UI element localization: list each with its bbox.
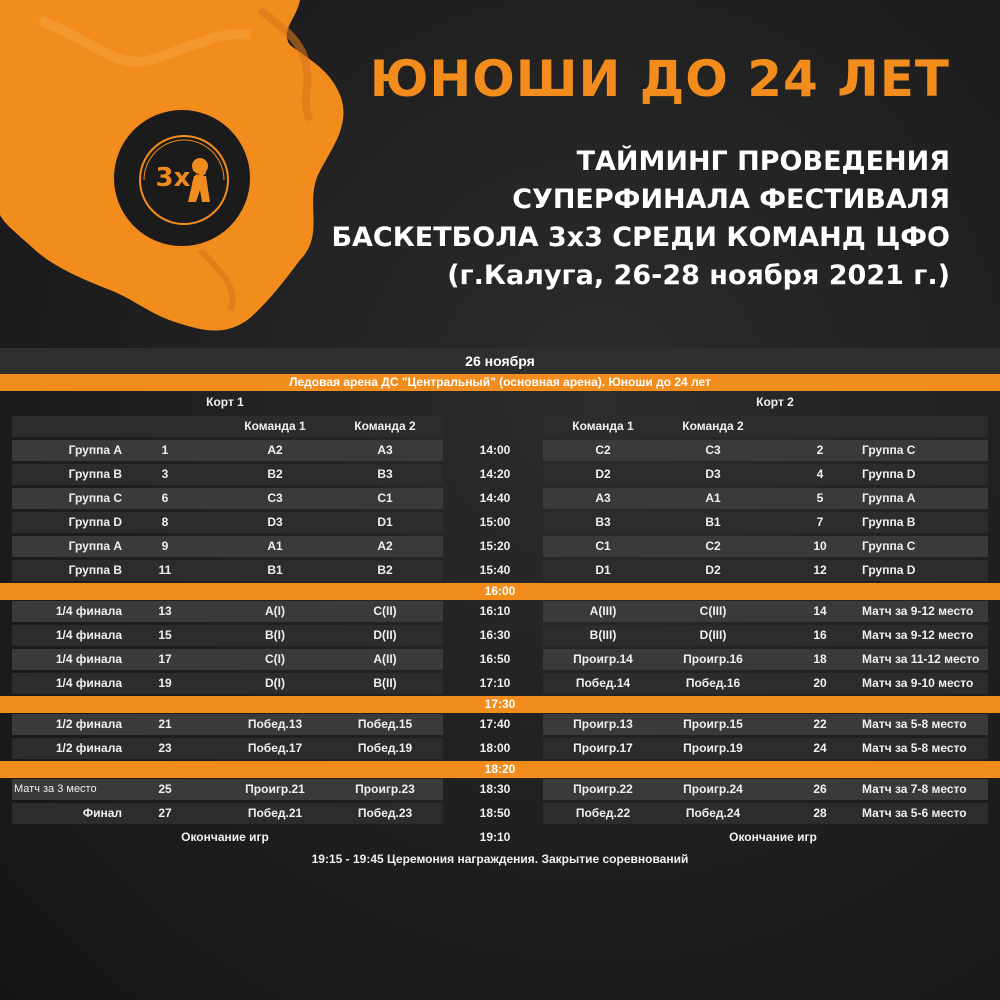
team1-left: D(I) bbox=[265, 676, 285, 690]
team1-left: А1 bbox=[267, 539, 283, 553]
team2-right: D2 bbox=[705, 563, 721, 577]
match-number-right: 2 bbox=[816, 443, 824, 457]
match-number-right: 20 bbox=[813, 676, 827, 690]
team2-right: С3 bbox=[705, 443, 721, 457]
team2-right: Проигр.24 bbox=[683, 782, 743, 796]
match-row bbox=[0, 713, 1000, 737]
team1-right: Проигр.22 bbox=[573, 782, 633, 796]
team1-right: D2 bbox=[595, 467, 611, 481]
stage-left: 1/4 финала bbox=[55, 628, 122, 642]
team2-left: С1 bbox=[377, 491, 393, 505]
team1-left: Побед.21 bbox=[247, 806, 303, 820]
subtitle-line-1: ТАЙМИНГ ПРОВЕДЕНИЯ bbox=[576, 146, 950, 177]
match-number-left: 8 bbox=[161, 515, 169, 529]
break-time-2: 17:30 bbox=[0, 696, 1000, 713]
match-time: 16:30 bbox=[479, 628, 511, 642]
stage-left: 1/2 финала bbox=[55, 741, 122, 755]
team2-left: A(II) bbox=[373, 652, 397, 666]
team2-right: Проигр.19 bbox=[683, 741, 743, 755]
match-number-right: 4 bbox=[816, 467, 824, 481]
logo-center-text: 3x3 bbox=[155, 163, 209, 193]
final-rows bbox=[0, 778, 1000, 826]
team1-right: D1 bbox=[595, 563, 611, 577]
team1-left: В2 bbox=[267, 467, 283, 481]
team2-left: А2 bbox=[377, 539, 393, 553]
team2-right: D(III) bbox=[699, 628, 727, 642]
stage-left: Группа А bbox=[68, 443, 122, 457]
team1-right: B(III) bbox=[589, 628, 617, 642]
team1-header-right: Команда 1 bbox=[572, 419, 634, 433]
stage-right: Матч за 5-8 место bbox=[862, 741, 967, 755]
subtitle-line-2: СУПЕРФИНАЛА ФЕСТИВАЛЯ bbox=[512, 184, 950, 215]
team1-left: D3 bbox=[267, 515, 283, 529]
team2-left: C(II) bbox=[373, 604, 397, 618]
match-row bbox=[0, 672, 1000, 696]
team1-left: Побед.17 bbox=[247, 741, 303, 755]
match-number-right: 28 bbox=[813, 806, 827, 820]
court2-label: Корт 2 bbox=[756, 395, 794, 409]
match-time: 15:20 bbox=[479, 539, 511, 553]
team-header-row bbox=[0, 415, 1000, 439]
schedule-table bbox=[0, 348, 1000, 870]
match-number-right: 5 bbox=[816, 491, 824, 505]
team2-left: D(II) bbox=[373, 628, 397, 642]
match-number-left: 6 bbox=[161, 491, 169, 505]
team2-right: В1 bbox=[705, 515, 721, 529]
stage-right: Матч за 11-12 место bbox=[862, 652, 980, 666]
match-time: 18:50 bbox=[479, 806, 511, 820]
match-number-left: 25 bbox=[158, 782, 172, 796]
team1-right: A(III) bbox=[589, 604, 617, 618]
match-row bbox=[0, 511, 1000, 535]
stage-left: Матч за 3 место bbox=[14, 783, 97, 795]
match-number-left: 15 bbox=[158, 628, 172, 642]
match-number-right: 14 bbox=[813, 604, 827, 618]
subtitle-line-3: БАСКЕТБОЛА 3х3 СРЕДИ КОМАНД ЦФО bbox=[331, 222, 950, 253]
ceremony-note: 19:15 - 19:45 Церемония награждения. Закрытие соревнований bbox=[311, 852, 689, 866]
end-label-right: Окончание игр bbox=[729, 830, 817, 844]
stage-left: Группа В bbox=[68, 563, 122, 577]
match-row bbox=[0, 463, 1000, 487]
match-number-left: 1 bbox=[161, 443, 169, 457]
end-of-games-row bbox=[0, 826, 1000, 848]
team1-right: Побед.14 bbox=[575, 676, 631, 690]
match-row bbox=[0, 802, 1000, 826]
team2-right: C(III) bbox=[699, 604, 727, 618]
stage-left: 1/4 финала bbox=[55, 604, 122, 618]
team1-left: С3 bbox=[267, 491, 283, 505]
page-subtitle bbox=[331, 143, 950, 295]
venue-header: Ледовая арена ДС "Центральный" (основная арена). Юноши до 24 лет bbox=[0, 374, 1000, 391]
team2-left: В3 bbox=[377, 467, 393, 481]
match-time: 14:20 bbox=[479, 467, 511, 481]
stage-left: Группа В bbox=[68, 467, 122, 481]
team2-right: Проигр.16 bbox=[683, 652, 743, 666]
match-row bbox=[0, 648, 1000, 672]
match-number-right: 18 bbox=[813, 652, 827, 666]
team1-left: B(I) bbox=[265, 628, 285, 642]
page-title: ЮНОШИ ДО 24 ЛЕТ bbox=[369, 50, 950, 108]
team2-right: А1 bbox=[705, 491, 721, 505]
team2-right: D3 bbox=[705, 467, 721, 481]
stage-left: Финал bbox=[82, 806, 122, 820]
stage-right: Группа А bbox=[862, 491, 916, 505]
stage-right: Матч за 7-8 место bbox=[862, 782, 967, 796]
team2-left: А3 bbox=[377, 443, 393, 457]
team1-left: C(I) bbox=[265, 652, 285, 666]
team1-left: А2 bbox=[267, 443, 283, 457]
match-number-right: 26 bbox=[813, 782, 827, 796]
team2-header-left: Команда 2 bbox=[354, 419, 416, 433]
team2-left: D1 bbox=[377, 515, 393, 529]
semi-final-rows bbox=[0, 713, 1000, 761]
quarter-final-rows bbox=[0, 600, 1000, 696]
stage-left: 1/4 финала bbox=[55, 676, 122, 690]
match-row bbox=[0, 487, 1000, 511]
match-row bbox=[0, 439, 1000, 463]
team1-header-left: Команда 1 bbox=[244, 419, 306, 433]
break-time-1: 16:00 bbox=[0, 583, 1000, 600]
break-time-3: 18:20 bbox=[0, 761, 1000, 778]
match-row bbox=[0, 778, 1000, 802]
stage-left: 1/2 финала bbox=[55, 717, 122, 731]
match-number-right: 22 bbox=[813, 717, 827, 731]
match-number-right: 7 bbox=[816, 515, 824, 529]
team1-right: Проигр.13 bbox=[573, 717, 633, 731]
match-number-left: 9 bbox=[161, 539, 169, 553]
stage-left: Группа А bbox=[68, 539, 122, 553]
team1-right: Проигр.17 bbox=[573, 741, 633, 755]
team1-left: В1 bbox=[267, 563, 283, 577]
match-time: 17:40 bbox=[479, 717, 511, 731]
team1-right: С2 bbox=[595, 443, 611, 457]
match-number-left: 3 bbox=[161, 467, 169, 481]
stage-right: Группа В bbox=[862, 515, 916, 529]
team2-left: Побед.19 bbox=[357, 741, 413, 755]
stage-right: Группа С bbox=[862, 443, 916, 457]
stage-left: 1/4 финала bbox=[55, 652, 122, 666]
end-time: 19:10 bbox=[479, 830, 511, 844]
end-label-left: Окончание игр bbox=[181, 830, 269, 844]
match-time: 15:40 bbox=[479, 563, 511, 577]
stage-left: Группа С bbox=[68, 491, 122, 505]
match-time: 18:30 bbox=[479, 782, 511, 796]
match-number-right: 24 bbox=[813, 741, 827, 755]
match-time: 15:00 bbox=[479, 515, 511, 529]
match-row bbox=[0, 737, 1000, 761]
match-number-left: 17 bbox=[158, 652, 172, 666]
court-labels-row bbox=[0, 391, 1000, 415]
team2-left: Побед.15 bbox=[357, 717, 413, 731]
match-number-right: 10 bbox=[813, 539, 827, 553]
match-number-right: 16 bbox=[813, 628, 827, 642]
stage-right: Матч за 9-12 место bbox=[862, 604, 974, 618]
group-stage-rows bbox=[0, 439, 1000, 583]
match-number-left: 19 bbox=[158, 676, 172, 690]
match-number-left: 11 bbox=[158, 563, 172, 577]
team2-left: B(II) bbox=[373, 676, 397, 690]
match-time: 16:10 bbox=[479, 604, 511, 618]
team1-right: Проигр.14 bbox=[573, 652, 633, 666]
date-header: 26 ноября bbox=[0, 348, 1000, 374]
team1-right: Побед.22 bbox=[575, 806, 631, 820]
match-number-right: 12 bbox=[813, 563, 827, 577]
team1-right: В3 bbox=[595, 515, 611, 529]
stage-right: Матч за 9-12 место bbox=[862, 628, 974, 642]
match-time: 16:50 bbox=[479, 652, 511, 666]
match-number-left: 21 bbox=[158, 717, 172, 731]
stage-left: Группа D bbox=[68, 515, 122, 529]
match-number-left: 23 bbox=[158, 741, 172, 755]
match-row bbox=[0, 559, 1000, 583]
team1-left: A(I) bbox=[265, 604, 285, 618]
stage-right: Группа D bbox=[862, 563, 916, 577]
team2-right: С2 bbox=[705, 539, 721, 553]
stage-right: Матч за 5-6 место bbox=[862, 806, 967, 820]
team2-right: Проигр.15 bbox=[683, 717, 743, 731]
team2-left: Проигр.23 bbox=[355, 782, 415, 796]
court1-label: Корт 1 bbox=[206, 395, 244, 409]
league-logo bbox=[112, 108, 252, 248]
team2-left: Побед.23 bbox=[357, 806, 413, 820]
team1-left: Проигр.21 bbox=[245, 782, 305, 796]
match-number-left: 27 bbox=[158, 806, 172, 820]
team2-right: Побед.24 bbox=[685, 806, 741, 820]
stage-right: Группа D bbox=[862, 467, 916, 481]
match-row bbox=[0, 535, 1000, 559]
match-time: 14:00 bbox=[479, 443, 511, 457]
team2-right: Побед.16 bbox=[685, 676, 741, 690]
match-time: 14:40 bbox=[479, 491, 511, 505]
stage-right: Матч за 5-8 место bbox=[862, 717, 967, 731]
match-number-left: 13 bbox=[158, 604, 172, 618]
team2-header-right: Команда 2 bbox=[682, 419, 744, 433]
stage-right: Матч за 9-10 место bbox=[862, 676, 974, 690]
match-time: 18:00 bbox=[479, 741, 511, 755]
match-row bbox=[0, 600, 1000, 624]
subtitle-line-4: (г.Калуга, 26-28 ноября 2021 г.) bbox=[447, 260, 950, 291]
match-row bbox=[0, 624, 1000, 648]
team2-left: В2 bbox=[377, 563, 393, 577]
match-time: 17:10 bbox=[479, 676, 511, 690]
stage-right: Группа С bbox=[862, 539, 916, 553]
team1-right: С1 bbox=[595, 539, 611, 553]
team1-left: Побед.13 bbox=[247, 717, 303, 731]
team1-right: А3 bbox=[595, 491, 611, 505]
